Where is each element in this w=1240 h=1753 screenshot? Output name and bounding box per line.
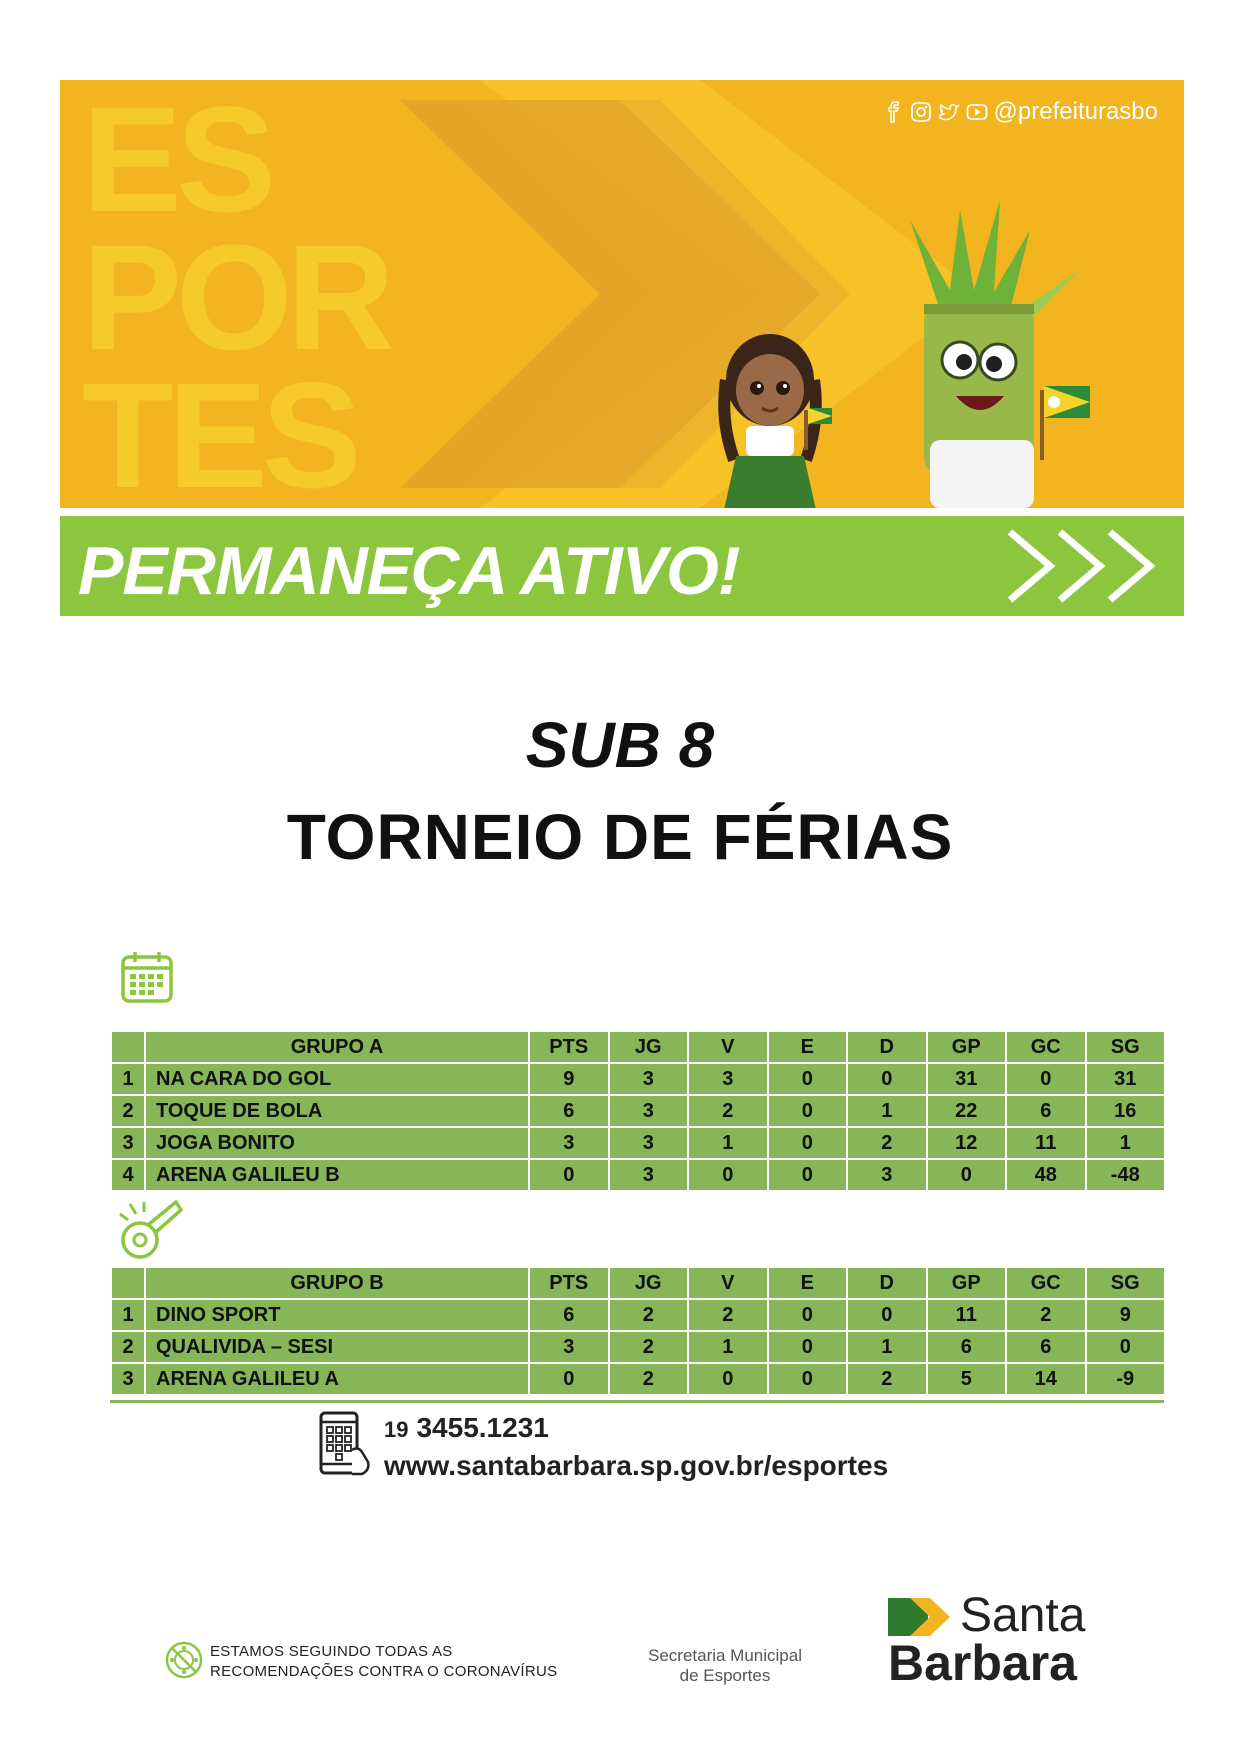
- cell-d: 1: [847, 1095, 927, 1127]
- table-row: [111, 1363, 1165, 1395]
- header-jg: JG: [609, 1031, 689, 1063]
- cell-gp: 0: [927, 1159, 1007, 1191]
- logo-santa-text: Santa: [960, 1589, 1086, 1642]
- group-name: GRUPO B: [145, 1267, 529, 1299]
- row-pos: 2: [111, 1095, 145, 1127]
- banner-yellow-area: [60, 80, 1184, 508]
- cell-d: 3: [847, 1159, 927, 1191]
- cell-e: 0: [768, 1299, 848, 1331]
- group-name: GRUPO A: [145, 1031, 529, 1063]
- cell-pts: 0: [529, 1363, 609, 1395]
- logo-barbara-text: Barbara: [888, 1635, 1077, 1691]
- chevrons-right-icon: [990, 516, 1180, 616]
- contact-website-link[interactable]: www.santabarbara.sp.gov.br/esportes: [384, 1450, 889, 1481]
- cell-gc: 0: [1006, 1063, 1086, 1095]
- banner-green-strip: [60, 516, 1184, 616]
- row-team: TOQUE DE BOLA: [145, 1095, 529, 1127]
- cell-e: 0: [768, 1331, 848, 1363]
- table-row: [111, 1127, 1165, 1159]
- cell-gp: 11: [927, 1299, 1007, 1331]
- santa-barbara-logo-mark-icon: [888, 1598, 954, 1636]
- header-jg: JG: [609, 1267, 689, 1299]
- cell-sg: 16: [1086, 1095, 1166, 1127]
- table-row: [111, 1331, 1165, 1363]
- row-team: JOGA BONITO: [145, 1127, 529, 1159]
- cell-jg: 3: [609, 1159, 689, 1191]
- cell-pts: 6: [529, 1299, 609, 1331]
- cell-e: 0: [768, 1159, 848, 1191]
- tournament-title: TORNEIO DE FÉRIAS: [286, 801, 954, 873]
- cell-jg: 3: [609, 1095, 689, 1127]
- cell-jg: 3: [609, 1127, 689, 1159]
- cell-gp: 5: [927, 1363, 1007, 1395]
- instagram-icon[interactable]: [910, 101, 932, 123]
- row-pos: 4: [111, 1159, 145, 1191]
- secretaria-line-2: de Esportes: [679, 1666, 771, 1685]
- cell-e: 0: [768, 1095, 848, 1127]
- table-row: [111, 1159, 1165, 1191]
- header-sg: SG: [1086, 1267, 1166, 1299]
- cell-v: 2: [688, 1095, 768, 1127]
- header-gc: GC: [1006, 1031, 1086, 1063]
- row-pos: 3: [111, 1127, 145, 1159]
- cell-gp: 6: [927, 1331, 1007, 1363]
- cell-pts: 0: [529, 1159, 609, 1191]
- cell-sg: -9: [1086, 1363, 1166, 1395]
- cell-sg: 1: [1086, 1127, 1166, 1159]
- cell-sg: 9: [1086, 1299, 1166, 1331]
- mascot-girl-illustration: [700, 320, 840, 508]
- row-team: DINO SPORT: [145, 1299, 529, 1331]
- cell-v: 0: [688, 1363, 768, 1395]
- cell-gp: 31: [927, 1063, 1007, 1095]
- table-bottom-rule: [110, 1400, 1164, 1403]
- big-word-line-3: TES: [82, 351, 356, 508]
- social-handle: @prefeiturasbo: [993, 98, 1158, 125]
- cell-gc: 6: [1006, 1095, 1086, 1127]
- cell-gp: 22: [927, 1095, 1007, 1127]
- cell-d: 0: [847, 1299, 927, 1331]
- phone-keypad-icon: [318, 1410, 370, 1476]
- row-team: NA CARA DO GOL: [145, 1063, 529, 1095]
- table-header-row: [111, 1031, 1165, 1063]
- contact-phone[interactable]: [384, 1412, 549, 1444]
- cell-e: 0: [768, 1363, 848, 1395]
- table-header-row: [111, 1267, 1165, 1299]
- cell-pts: 3: [529, 1127, 609, 1159]
- coronavirus-icon: [164, 1640, 204, 1680]
- header-e: E: [768, 1267, 848, 1299]
- cell-d: 2: [847, 1363, 927, 1395]
- social-bar: [882, 98, 1158, 126]
- big-word-line-1: ES: [82, 80, 271, 243]
- row-pos: 1: [111, 1063, 145, 1095]
- header-gc: GC: [1006, 1267, 1086, 1299]
- header-gp: GP: [927, 1031, 1007, 1063]
- header-sg: SG: [1086, 1031, 1166, 1063]
- header-gp: GP: [927, 1267, 1007, 1299]
- header-e: E: [768, 1031, 848, 1063]
- header-v: V: [688, 1031, 768, 1063]
- row-pos: 1: [111, 1299, 145, 1331]
- cell-gc: 2: [1006, 1299, 1086, 1331]
- phone-ddd: 19: [384, 1417, 409, 1442]
- header-d: D: [847, 1267, 927, 1299]
- cell-d: 2: [847, 1127, 927, 1159]
- cell-gc: 14: [1006, 1363, 1086, 1395]
- header-pos: [111, 1031, 145, 1063]
- secretaria-label: [600, 1646, 850, 1686]
- header-v: V: [688, 1267, 768, 1299]
- cell-pts: 6: [529, 1095, 609, 1127]
- standings-table-group-a: [110, 1030, 1166, 1192]
- row-team: ARENA GALILEU B: [145, 1159, 529, 1191]
- twitter-icon[interactable]: [938, 101, 960, 123]
- youtube-icon[interactable]: [966, 101, 988, 123]
- cell-jg: 2: [609, 1363, 689, 1395]
- cell-v: 0: [688, 1159, 768, 1191]
- big-word-line-2: POR: [82, 213, 390, 381]
- header-pos: [111, 1267, 145, 1299]
- row-team: ARENA GALILEU A: [145, 1363, 529, 1395]
- corona-notice-line-1: ESTAMOS SEGUINDO TODAS AS: [210, 1643, 453, 1660]
- whistle-icon: [118, 1196, 184, 1262]
- table-row: [111, 1095, 1165, 1127]
- cell-jg: 2: [609, 1299, 689, 1331]
- header-banner: [60, 80, 1184, 616]
- cell-gc: 6: [1006, 1331, 1086, 1363]
- cell-jg: 3: [609, 1063, 689, 1095]
- standings-table-group-b: [110, 1266, 1166, 1396]
- cell-pts: 3: [529, 1331, 609, 1363]
- cell-d: 0: [847, 1063, 927, 1095]
- cell-v: 2: [688, 1299, 768, 1331]
- secretaria-line-1: Secretaria Municipal: [647, 1646, 802, 1665]
- cell-v: 1: [688, 1331, 768, 1363]
- corona-notice: [210, 1642, 557, 1682]
- mascot-cane-illustration: [870, 200, 1100, 508]
- corona-notice-line-2: RECOMENDAÇÕES CONTRA O CORONAVÍRUS: [210, 1663, 558, 1680]
- phone-number: 3455.1231: [416, 1412, 549, 1443]
- cell-sg: -48: [1086, 1159, 1166, 1191]
- category-title: SUB 8: [525, 709, 715, 781]
- slogan-text: PERMANEÇA ATIVO!: [78, 533, 740, 609]
- header-pts: PTS: [529, 1031, 609, 1063]
- cell-v: 3: [688, 1063, 768, 1095]
- cell-e: 0: [768, 1063, 848, 1095]
- cell-gc: 48: [1006, 1159, 1086, 1191]
- cell-pts: 9: [529, 1063, 609, 1095]
- cell-sg: 0: [1086, 1331, 1166, 1363]
- cell-d: 1: [847, 1331, 927, 1363]
- table-row: [111, 1063, 1165, 1095]
- table-row: [111, 1299, 1165, 1331]
- cell-gc: 11: [1006, 1127, 1086, 1159]
- cell-sg: 31: [1086, 1063, 1166, 1095]
- cell-e: 0: [768, 1127, 848, 1159]
- row-pos: 3: [111, 1363, 145, 1395]
- facebook-icon[interactable]: [882, 101, 904, 123]
- calendar-icon: [120, 950, 176, 1006]
- cell-gp: 12: [927, 1127, 1007, 1159]
- header-d: D: [847, 1031, 927, 1063]
- header-pts: PTS: [529, 1267, 609, 1299]
- cell-jg: 2: [609, 1331, 689, 1363]
- row-team: QUALIVIDA – SESI: [145, 1331, 529, 1363]
- row-pos: 2: [111, 1331, 145, 1363]
- cell-v: 1: [688, 1127, 768, 1159]
